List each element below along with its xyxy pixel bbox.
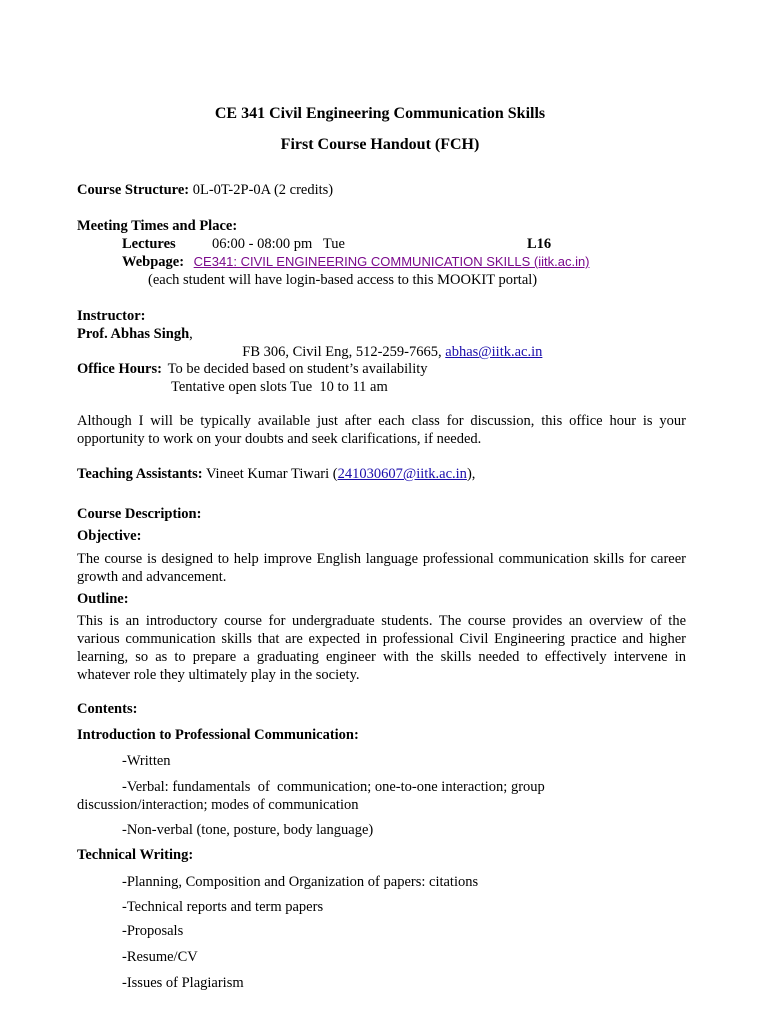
instructor-details: FB 306, Civil Eng, 512-259-7665, xyxy=(242,344,446,360)
list-item: -Verbal: fundamentals of communication; one-to-one interaction; group xyxy=(122,779,545,795)
list-item: -Non-verbal (tone, posture, body language) xyxy=(122,822,374,838)
ta-row xyxy=(77,465,475,483)
office-hours-line1: To be decided based on student’s availability xyxy=(167,361,428,377)
objective-text xyxy=(77,550,686,586)
office-hours-line2: Tentative open slots Tue 10 to 11 am xyxy=(171,379,388,395)
lectures-time: 06:00 - 08:00 pm Tue xyxy=(212,236,345,252)
list-item: -Planning, Composition and Organization of papers: citations xyxy=(122,874,479,890)
list-item: discussion/interaction; modes of communication xyxy=(77,797,359,813)
instructor-details-row xyxy=(235,325,542,361)
webpage-row xyxy=(122,253,590,271)
contents-heading: Contents: xyxy=(77,701,138,717)
list-item: -Issues of Plagiarism xyxy=(122,975,244,991)
ta-suffix: ), xyxy=(466,466,476,482)
objective-heading: Objective: xyxy=(77,528,142,544)
office-hours-label: Office Hours: xyxy=(77,361,162,377)
list-item: -Proposals xyxy=(122,923,184,939)
instructor-heading: Instructor: xyxy=(77,308,146,324)
office-hours-row xyxy=(77,360,428,378)
list-item: -Written xyxy=(122,753,171,769)
course-webpage-link[interactable]: CE341: CIVIL ENGINEERING COMMUNICATION SKILLS (iitk.ac.in) xyxy=(193,254,590,269)
list-item: -Resume/CV xyxy=(122,949,198,965)
outline-heading: Outline: xyxy=(77,591,129,607)
objective-paragraph: The course is designed to help improve English language professional communication skills for career growth and advancement. xyxy=(77,551,686,585)
course-structure xyxy=(77,181,333,199)
course-structure-label: Course Structure: xyxy=(77,182,190,198)
ta-email-link[interactable]: 241030607@iitk.ac.in xyxy=(337,466,467,482)
lectures-label: Lectures xyxy=(122,236,176,252)
ta-name: Vineet Kumar Tiwari ( xyxy=(205,466,338,482)
document-subtitle: First Course Handout (FCH) xyxy=(280,136,480,153)
description-heading: Course Description: xyxy=(77,506,202,522)
webpage-label: Webpage: xyxy=(122,254,185,270)
list-item: -Technical reports and term papers xyxy=(122,899,324,915)
availability-note-text: Although I will be typically available just after each class for discussion, this office hour is your opportunity to work on your doubts and seek clarifications, if needed. xyxy=(77,413,686,447)
meeting-heading: Meeting Times and Place: xyxy=(77,218,238,234)
document-title: CE 341 Civil Engineering Communication Skills xyxy=(214,105,546,122)
section-writing-heading: Technical Writing: xyxy=(77,847,194,863)
instructor-email-link[interactable]: abhas@iitk.ac.in xyxy=(445,344,543,360)
instructor-name-suffix: , xyxy=(189,326,193,342)
instructor-name: Prof. Abhas Singh xyxy=(77,326,190,342)
outline-text xyxy=(77,612,686,684)
section-intro-heading: Introduction to Professional Communication: xyxy=(77,727,359,743)
ta-label: Teaching Assistants: xyxy=(77,466,203,482)
portal-note: (each student will have login-based access to this MOOKIT portal) xyxy=(148,272,538,288)
lecture-room: L16 xyxy=(527,236,552,252)
instructor-row xyxy=(77,325,193,343)
availability-note xyxy=(77,412,686,448)
course-structure-value: 0L-0T-2P-0A (2 credits) xyxy=(192,182,334,198)
outline-paragraph: This is an introductory course for undergraduate students. The course provides an overview of the various communication skills that are expected in professional Civil Engineering practice and higher learning, so as to prepare a graduating engineer with the skills needed to effectively intervene in whatever role they ultimately play in the society. xyxy=(77,613,686,683)
